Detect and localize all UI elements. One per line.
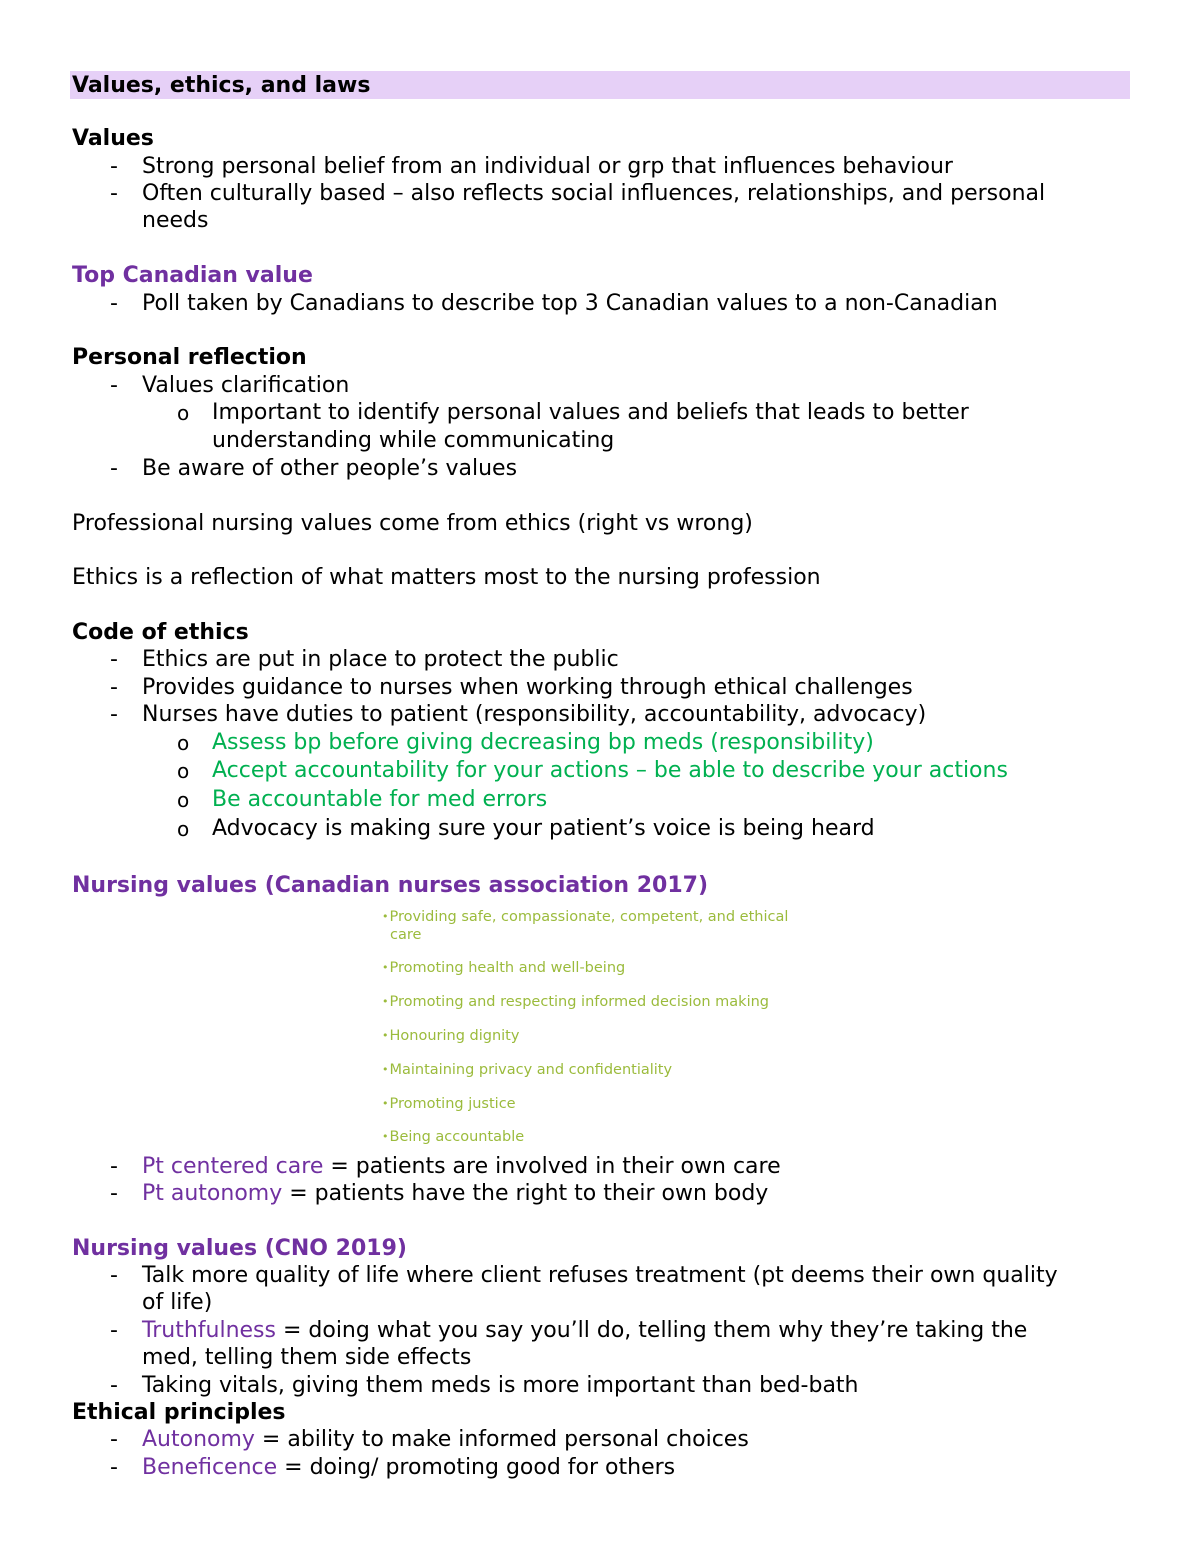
cna-value-text: Promoting health and well-being — [389, 960, 626, 976]
dash-bullet: - — [110, 1318, 118, 1343]
cna-value-item — [382, 993, 769, 1011]
cna-value-text: Promoting justice — [389, 1096, 516, 1112]
top-canadian-item: Poll taken by Canadians to describe top 3 Canadian values to a non-Canadian — [142, 291, 998, 316]
top-canadian-heading: Top Canadian value — [72, 263, 313, 288]
bullet-dot: • — [382, 961, 389, 974]
definition: = doing what you say you’ll do, telling them why they’re taking the — [275, 1318, 1028, 1343]
beneficence-item — [142, 1454, 675, 1481]
term: Beneficence — [142, 1455, 278, 1480]
dash-bullet: - — [110, 1427, 118, 1452]
code-of-ethics-heading: Code of ethics — [72, 620, 249, 645]
cna-value-text: Honouring dignity — [389, 1028, 520, 1044]
code-of-ethics-item: Provides guidance to nurses when working through ethical challenges — [142, 675, 913, 700]
dash-bullet: - — [110, 1181, 118, 1206]
bullet-dot: • — [382, 1029, 389, 1042]
code-of-ethics-subitem: Accept accountability for your actions – be able to describe your actions — [212, 758, 1008, 783]
term: Truthfulness — [142, 1318, 276, 1343]
truthfulness-item-continued: med, telling them side effects — [142, 1345, 472, 1370]
cno-item: Taking vitals, giving them meds is more important than bed-bath — [142, 1373, 859, 1398]
cna-value-text: Providing safe, compassionate, competent, and ethical — [389, 909, 789, 925]
dash-bullet: - — [110, 181, 118, 206]
cno-values-heading: Nursing values (CNO 2019) — [72, 1236, 407, 1261]
code-of-ethics-subitem: Advocacy is making sure your patient’s voice is being heard — [212, 816, 875, 841]
document-title: Values, ethics, and laws — [72, 73, 371, 98]
dash-bullet: - — [110, 154, 118, 179]
code-of-ethics-item: Ethics are put in place to protect the public — [142, 647, 619, 672]
dash-bullet: - — [110, 373, 118, 398]
term: Pt centered care — [142, 1154, 324, 1179]
bullet-dot: • — [382, 995, 389, 1008]
personal-reflection-item: Be aware of other people’s values — [142, 456, 518, 481]
cna-value-text: Being accountable — [389, 1129, 525, 1145]
cna-value-item — [382, 908, 788, 926]
cna-value-text: Maintaining privacy and confidentiality — [389, 1062, 673, 1078]
dash-bullet: - — [110, 1455, 118, 1480]
code-of-ethics-subitem: Be accountable for med errors — [212, 787, 548, 812]
bullet-dot: • — [382, 1097, 389, 1110]
circle-bullet: o — [177, 731, 190, 755]
dash-bullet: - — [110, 456, 118, 481]
definition: = patients are involved in their own care — [323, 1154, 781, 1179]
paragraph: Ethics is a reflection of what matters most to the nursing profession — [72, 565, 821, 590]
cno-item: Talk more quality of life where client refuses treatment (pt deems their own quality — [142, 1263, 1058, 1288]
personal-reflection-subitem-continued: understanding while communicating — [212, 428, 615, 453]
values-item-continued: needs — [142, 208, 209, 233]
dash-bullet: - — [110, 647, 118, 672]
cna-value-item-continued: care — [390, 927, 422, 943]
circle-bullet: o — [177, 817, 190, 841]
definition: = doing/ promoting good for others — [277, 1455, 676, 1480]
personal-reflection-subitem: Important to identify personal values and beliefs that leads to better — [212, 400, 969, 425]
values-heading: Values — [72, 126, 154, 151]
truthfulness-item — [142, 1317, 1027, 1344]
autonomy-item — [142, 1426, 749, 1453]
cno-item-continued: of life) — [142, 1290, 213, 1315]
code-of-ethics-subitem: Assess bp before giving decreasing bp meds (responsibility) — [212, 730, 874, 755]
cna-value-item — [382, 959, 625, 977]
personal-reflection-heading: Personal reflection — [72, 345, 307, 370]
definition: = ability to make informed personal choices — [254, 1427, 749, 1452]
dash-bullet: - — [110, 291, 118, 316]
personal-reflection-item: Values clarification — [142, 373, 350, 398]
paragraph: Professional nursing values come from ethics (right vs wrong) — [72, 511, 753, 536]
ethical-principles-heading: Ethical principles — [72, 1400, 286, 1425]
code-of-ethics-item: Nurses have duties to patient (responsibility, accountability, advocacy) — [142, 702, 927, 727]
cna-value-item — [382, 1027, 519, 1045]
cna-value-item — [382, 1095, 516, 1113]
dash-bullet: - — [110, 702, 118, 727]
values-item: Strong personal belief from an individual or grp that influences behaviour — [142, 154, 953, 179]
dash-bullet: - — [110, 1373, 118, 1398]
bullet-dot: • — [382, 1063, 389, 1076]
cna-value-item — [382, 1061, 672, 1079]
dash-bullet: - — [110, 1154, 118, 1179]
circle-bullet: o — [177, 401, 190, 425]
dash-bullet: - — [110, 1263, 118, 1288]
dash-bullet: - — [110, 675, 118, 700]
cna-value-text: Promoting and respecting informed decision making — [389, 994, 770, 1010]
cna-value-item — [382, 1128, 524, 1146]
bullet-dot: • — [382, 910, 389, 923]
pt-autonomy-item — [142, 1180, 768, 1207]
bullet-dot: • — [382, 1130, 389, 1143]
values-item: Often culturally based – also reflects social influences, relationships, and personal — [142, 181, 1046, 206]
cna-values-heading: Nursing values (Canadian nurses association 2017) — [72, 873, 709, 898]
definition: = patients have the right to their own body — [282, 1181, 769, 1206]
pt-centered-care-item — [142, 1153, 781, 1180]
circle-bullet: o — [177, 788, 190, 812]
term: Pt autonomy — [142, 1181, 283, 1206]
term: Autonomy — [142, 1427, 255, 1452]
circle-bullet: o — [177, 759, 190, 783]
